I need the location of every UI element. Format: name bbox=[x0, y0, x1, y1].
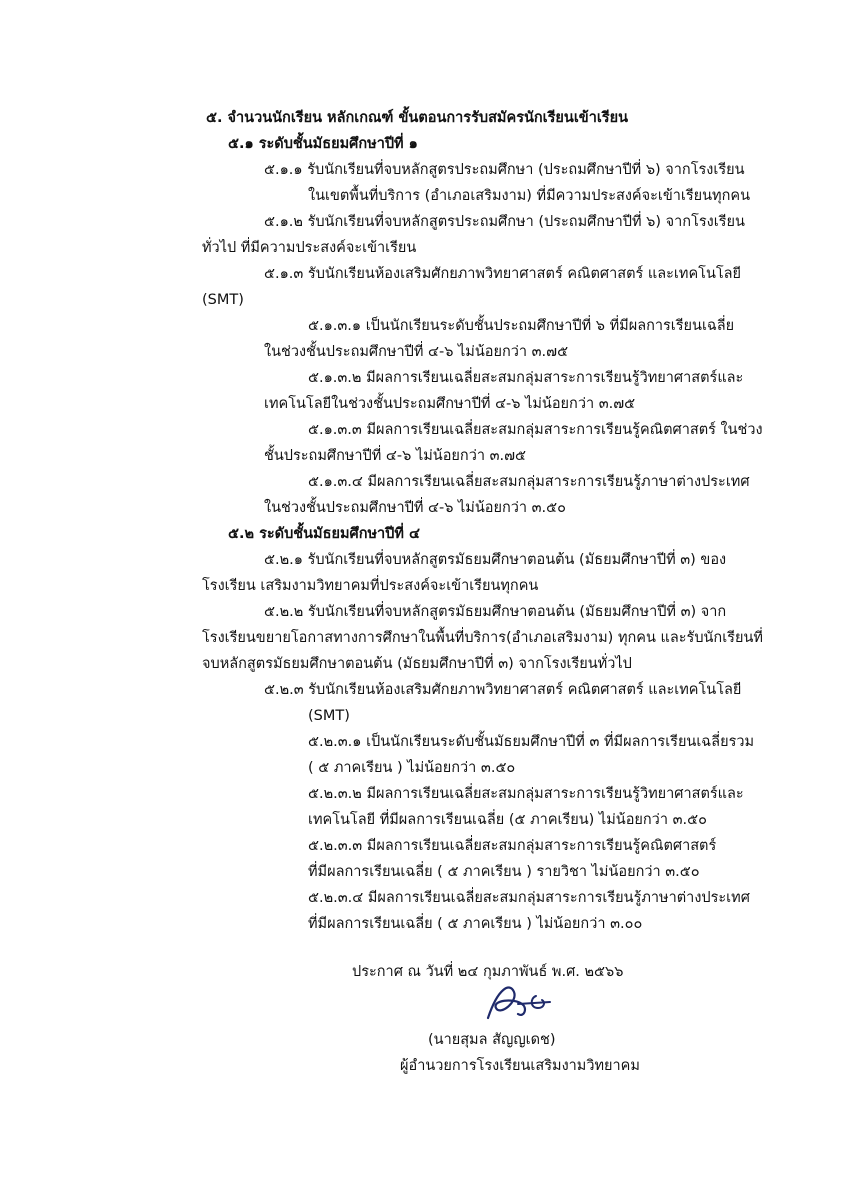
paragraph-line: ๕.๒.๑ รับนักเรียนที่จบหลักสูตรมัธยมศึกษาตอนต้น (มัธยมศึกษาปีที่ ๓) ของ bbox=[264, 552, 727, 568]
paragraph-line: ๕.๒.๓.๒ มีผลการเรียนเฉลี่ยสะสมกลุ่มสาระการเรียนรู้วิทยาศาสตร์และ bbox=[308, 786, 744, 802]
paragraph-line: ๕.๑.๓ รับนักเรียนห้องเสริมศักยภาพวิทยาศาสตร์ คณิตศาสตร์ และเทคโนโลยี bbox=[264, 266, 742, 282]
paragraph-line: เทคโนโลยี ที่มีผลการเรียนเฉลี่ย (๕ ภาคเรียน) ไม่น้อยกว่า ๓.๕๐ bbox=[308, 812, 707, 828]
signer-name: (นายสุมล สัญญเดช) bbox=[428, 1032, 556, 1048]
paragraph-line: ( ๕ ภาคเรียน ) ไม่น้อยกว่า ๓.๕๐ bbox=[308, 760, 516, 776]
announcement-date: ประกาศ ณ วันที่ ๒๔ กุมภาพันธ์ พ.ศ. ๒๕๖๖ bbox=[352, 964, 624, 980]
paragraph-line: เทคโนโลยีในช่วงชั้นประถมศึกษาปีที่ ๔-๖ ไม่น้อยกว่า ๓.๗๕ bbox=[264, 396, 636, 412]
paragraph-line: ๕.๑.๓.๓ มีผลการเรียนเฉลี่ยสะสมกลุ่มสาระการเรียนรู้คณิตศาสตร์ ในช่วง bbox=[308, 422, 763, 438]
paragraph-line: โรงเรียน เสริมงามวิทยาคมที่ประสงค์จะเข้าเรียนทุกคน bbox=[202, 578, 539, 594]
paragraph-line: ๕.๑.๒ รับนักเรียนที่จบหลักสูตรประถมศึกษา (ประถมศึกษาปีที่ ๖) จากโรงเรียน bbox=[264, 214, 745, 230]
subsection-heading-grade10: ๕.๒ ระดับชั้นมัธยมศึกษาปีที่ ๔ bbox=[228, 526, 420, 542]
paragraph-line: ๕.๒.๓.๔ มีผลการเรียนเฉลี่ยสะสมกลุ่มสาระการเรียนรู้ภาษาต่างประเทศ bbox=[308, 890, 750, 906]
paragraph-line: ๕.๑.๑ รับนักเรียนที่จบหลักสูตรประถมศึกษา (ประถมศึกษาปีที่ ๖) จากโรงเรียน bbox=[264, 162, 745, 178]
subsection-heading-grade7: ๕.๑ ระดับชั้นมัธยมศึกษาปีที่ ๑ bbox=[228, 136, 418, 152]
paragraph-line: โรงเรียนขยายโอกาสทางการศึกษาในพื้นที่บริการ(อำเภอเสริมงาม) ทุกคน และรับนักเรียนที่ bbox=[202, 630, 763, 646]
paragraph-line: ๕.๒.๒ รับนักเรียนที่จบหลักสูตรมัธยมศึกษาตอนต้น (มัธยมศึกษาปีที่ ๓) จาก bbox=[264, 604, 727, 620]
signature-mark bbox=[478, 978, 568, 1028]
paragraph-line: จบหลักสูตรมัธยมศึกษาตอนต้น (มัธยมศึกษาปีที่ ๓) จากโรงเรียนทั่วไป bbox=[202, 656, 632, 672]
paragraph-line: ในช่วงชั้นประถมศึกษาปีที่ ๔-๖ ไม่น้อยกว่า ๓.๕๐ bbox=[264, 500, 566, 516]
paragraph-line: ในเขตพื้นที่บริการ (อำเภอเสริมงาม) ที่มีความประสงค์จะเข้าเรียนทุกคน bbox=[308, 188, 751, 204]
paragraph-line: ๕.๑.๓.๔ มีผลการเรียนเฉลี่ยสะสมกลุ่มสาระการเรียนรู้ภาษาต่างประเทศ bbox=[308, 474, 750, 490]
paragraph-line: ทั่วไป ที่มีความประสงค์จะเข้าเรียน bbox=[202, 240, 417, 256]
paragraph-line: ๕.๑.๓.๒ มีผลการเรียนเฉลี่ยสะสมกลุ่มสาระการเรียนรู้วิทยาศาสตร์และ bbox=[308, 370, 744, 386]
paragraph-line: (SMT) bbox=[202, 292, 244, 308]
paragraph-line: ๕.๒.๓.๑ เป็นนักเรียนระดับชั้นมัธยมศึกษาปีที่ ๓ ที่มีผลการเรียนเฉลี่ยรวม bbox=[308, 734, 755, 750]
paragraph-line: ที่มีผลการเรียนเฉลี่ย ( ๕ ภาคเรียน ) ไม่น้อยกว่า ๓.๐๐ bbox=[308, 916, 643, 932]
section-heading: ๕. จำนวนนักเรียน หลักเกณฑ์ ขั้นตอนการรับสมัครนักเรียนเข้าเรียน bbox=[206, 110, 628, 126]
paragraph-line: (SMT) bbox=[308, 708, 350, 724]
paragraph-line: ๕.๒.๓ รับนักเรียนห้องเสริมศักยภาพวิทยาศาสตร์ คณิตศาสตร์ และเทคโนโลยี bbox=[264, 682, 742, 698]
paragraph-line: ๕.๒.๓.๓ มีผลการเรียนเฉลี่ยสะสมกลุ่มสาระการเรียนรู้คณิตศาสตร์ bbox=[308, 838, 717, 854]
paragraph-line: ในช่วงชั้นประถมศึกษาปีที่ ๔-๖ ไม่น้อยกว่า ๓.๗๕ bbox=[264, 344, 569, 360]
paragraph-line: ๕.๑.๓.๑ เป็นนักเรียนระดับชั้นประถมศึกษาปีที่ ๖ ที่มีผลการเรียนเฉลี่ย bbox=[308, 318, 735, 334]
paragraph-line: ชั้นประถมศึกษาปีที่ ๔-๖ ไม่น้อยกว่า ๓.๗๕ bbox=[264, 448, 526, 464]
paragraph-line: ที่มีผลการเรียนเฉลี่ย ( ๕ ภาคเรียน ) รายวิชา ไม่น้อยกว่า ๓.๕๐ bbox=[308, 864, 700, 880]
signer-title: ผู้อำนวยการโรงเรียนเสริมงามวิทยาคม bbox=[400, 1058, 640, 1074]
